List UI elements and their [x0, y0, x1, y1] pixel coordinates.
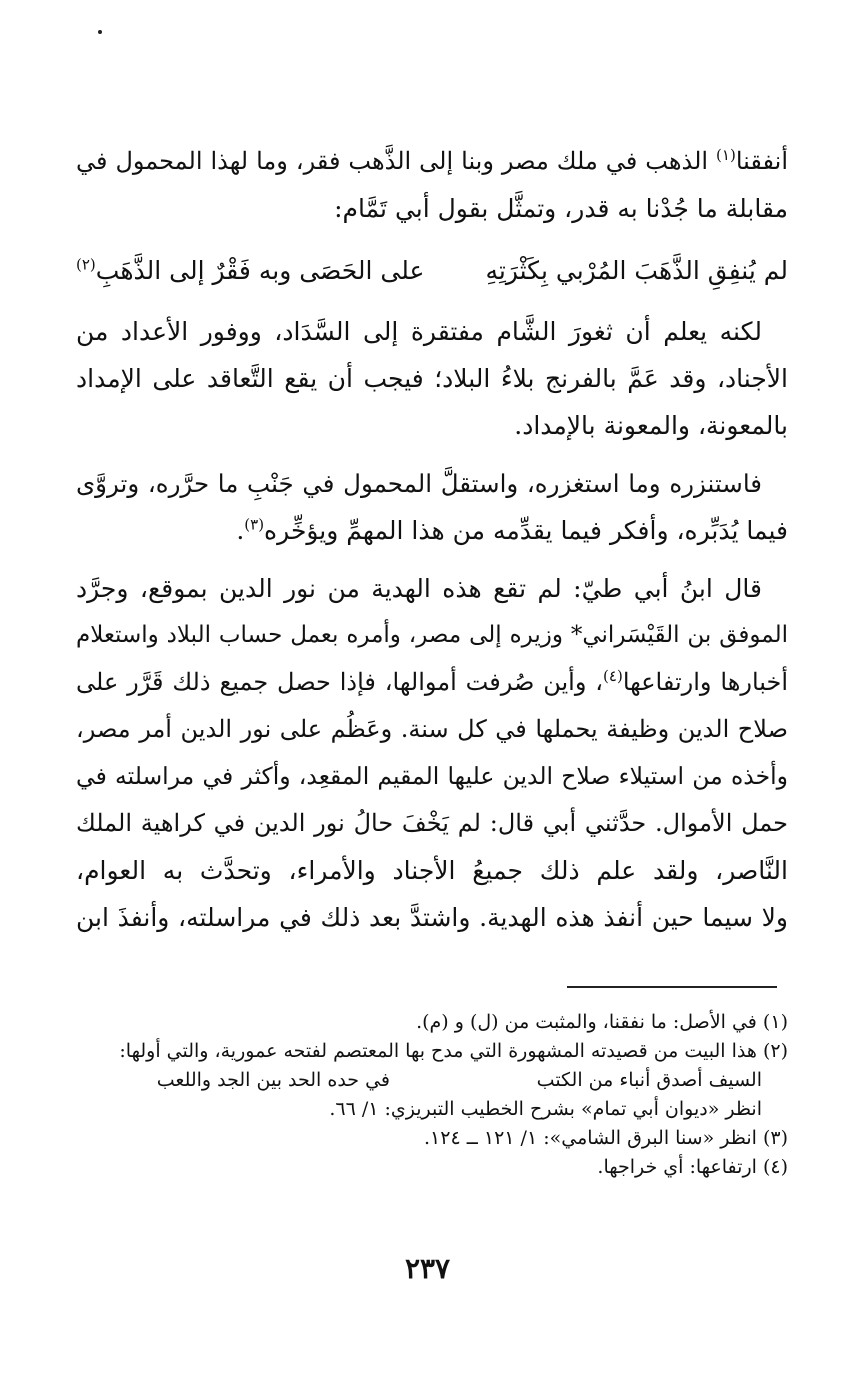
text-fragment: . [236, 516, 245, 545]
paragraph-2-line-3: بالمعونة، والمعونة بالإمداد. [514, 411, 788, 440]
footnote-ref-1: (١) [716, 146, 736, 164]
footnote-2-poem-first: السيف أصدق أنباء من الكتب [536, 1069, 762, 1091]
paragraph-4 [76, 565, 788, 941]
paragraph-4-line-4: صلاح الدين وظيفة يحملها في كل سنة. وعَظُم على نور الدين أمر مصر، [76, 715, 788, 743]
footnote-ref-2: (٢) [76, 255, 96, 274]
paragraph-2 [76, 308, 788, 449]
text-fragment: أخبارها وارتفاعها [622, 668, 788, 696]
page-number: ٢٣٧ [404, 1252, 451, 1285]
footnote-2-source: انظر «ديوان أبي تمام» بشرح الخطيب التبريزي: ١/ ٦٦. [329, 1098, 762, 1120]
footnote-divider [567, 986, 777, 988]
footnotes [76, 1008, 788, 1182]
poem-verse [76, 243, 788, 299]
paragraph-2-line-2: الأجناد، وقد عَمَّ بالفرنج بلاءُ البلاد؛ فيجب أن يقع التَّعاقد على الإمداد [76, 364, 788, 393]
paragraph-4-line-3 [76, 659, 788, 706]
paragraph-4-line-2: الموفق بن القَيْسَراني* وزيره إلى مصر، وأمره بعمل حساب البلاد واستعلام [76, 622, 788, 648]
text-fragment: أنفقنا [735, 147, 788, 175]
paragraph-3-line-2 [76, 507, 788, 554]
footnote-3: (٣) انظر «سنا البرق الشامي»: ١/ ١٢١ ــ ١٢٤. [423, 1127, 788, 1149]
footnote-2: (٢) هذا البيت من قصيدته المشهورة التي مدح بها المعتصم لفتحه عمورية، والتي أولها: [119, 1040, 788, 1062]
paragraph-1 [76, 138, 788, 232]
text-fragment: فيما يُدَبِّره، وأفكر فيما يقدِّمه من هذا المهمِّ ويؤخِّره [264, 516, 788, 545]
paragraph-4-line-1: قال ابنُ أبي طيّ: لم تقع هذه الهدية من نور الدين بموقع، وجرَّد [76, 574, 762, 603]
scan-speck [98, 30, 102, 34]
paragraph-1-line-1 [76, 138, 788, 185]
footnote-2-poem-second: في حده الحد بين الجد واللعب [156, 1069, 390, 1091]
text-fragment: ، وأين صُرفت أموالها، فإذا حصل جميع ذلك قَرَّر على [76, 668, 604, 696]
footnote-1: (١) في الأصل: ما نفقنا، والمثبت من (ل) و (م). [416, 1011, 788, 1033]
paragraph-2-line-1: لكنه يعلم أن ثغورَ الشَّام مفتقرة إلى السَّدَاد، ووفور الأعداد من [76, 317, 762, 346]
paragraph-4-line-8: ولا سيما حين أنفذ هذه الهدية. واشتدَّ بعد ذلك في مراسلته، وأنفذَ ابن [76, 903, 788, 932]
paragraph-4-line-5: وأخذه من استيلاء صلاح الدين عليها المقيم المقعِد، وأكثر في مراسلته في [76, 762, 788, 790]
footnote-ref-4: (٤) [603, 667, 623, 685]
footnote-4: (٤) ارتفاعها: أي خراجها. [597, 1156, 788, 1178]
poem-second-hemistich: على الحَصَى وبه فَقْرٌ إلى الذَّهَبِ [95, 256, 425, 285]
paragraph-3-line-1: فاستنزره وما استغزره، واستقلَّ المحمول في جَنْبِ ما حرَّره، وتروَّى [76, 469, 762, 498]
poem-first-hemistich: لم يُنفِقِ الذَّهَبَ المُرْبي بِكَثْرَتِهِ [485, 256, 788, 285]
text-fragment: الذهب في ملك مصر وبنا إلى الذَّهب فقر، وما لهذا المحمول في [76, 147, 717, 175]
paragraph-1-line-2: مقابلة ما جُدْنا به قدر، وتمثَّل بقول أبي تَمَّام: [334, 194, 788, 223]
paragraph-4-line-6: حمل الأموال. حدَّثني أبي قال: لم يَخْفَ حالُ نور الدين في كراهية الملك [76, 809, 788, 837]
paragraph-4-line-7: النَّاصر، ولقد علم ذلك جميعُ الأجناد والأمراء، وتحدَّث به العوام، [76, 856, 788, 885]
paragraph-3 [76, 460, 788, 554]
footnote-2-poem [76, 1066, 788, 1095]
main-text [76, 138, 788, 952]
poem-second-hemistich-wrap [76, 243, 424, 299]
footnote-ref-3: (٣) [244, 515, 265, 534]
